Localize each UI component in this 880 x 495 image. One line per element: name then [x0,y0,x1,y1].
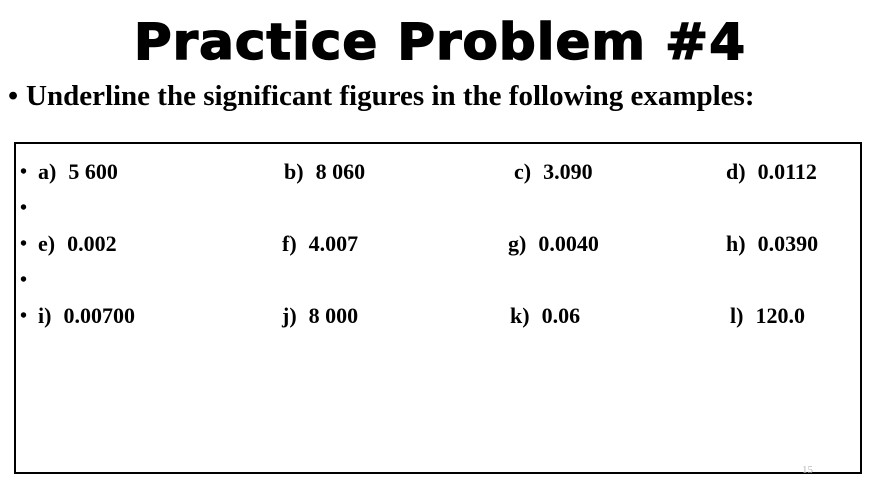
bullet-icon: • [20,161,28,183]
problem-value: 8 000 [308,303,359,328]
problem-label: c) [514,159,532,184]
problem-row [16,229,860,259]
problem-value: 0.0390 [757,231,819,256]
problem-label: k) [510,303,530,328]
problem-value: 0.06 [541,303,581,328]
problem-label: j) [282,303,297,328]
instruction-text: Underline the significant figures in the following examples: [26,80,755,112]
instruction-line [8,78,754,114]
problem-label: b) [284,159,304,184]
problem-label: a) [38,159,57,184]
problem-value: 4.007 [308,231,359,256]
problem-label: i) [38,303,52,328]
problem-item [510,301,580,331]
problem-value: 8 060 [315,159,366,184]
problem-item [38,157,118,187]
problem-item [514,157,593,187]
problem-row [16,157,860,187]
slide-title: Practice Problem #4 [133,13,747,71]
problems-box [14,142,862,474]
problem-label: g) [508,231,527,256]
problem-item [284,157,365,187]
problem-row [16,301,860,331]
bullet-icon: • [20,233,28,255]
problem-label: d) [726,159,746,184]
problem-value: 0.00700 [63,303,135,328]
problem-label: f) [282,231,297,256]
problem-value: 3.090 [543,159,593,184]
problem-value: 0.0040 [538,231,599,256]
bullet-icon: • [20,305,28,327]
bullet-icon: • [8,80,19,112]
problem-item [282,229,358,259]
problem-row-empty [16,265,860,295]
bullet-icon: • [20,197,28,219]
problem-item [282,301,358,331]
problem-row-empty [16,193,860,223]
bullet-icon: • [20,269,28,291]
problem-item [726,229,818,259]
problem-item [38,301,135,331]
page-number: 15 [802,464,813,476]
problem-value: 0.0112 [757,159,817,184]
problem-value: 120.0 [755,303,805,328]
problem-item [730,301,805,331]
problem-item [726,157,817,187]
problem-label: h) [726,231,746,256]
problem-label: l) [730,303,744,328]
problem-value: 5 600 [68,159,118,184]
problem-label: e) [38,231,56,256]
problem-item [508,229,599,259]
problem-value: 0.002 [67,231,117,256]
problem-item [38,229,117,259]
